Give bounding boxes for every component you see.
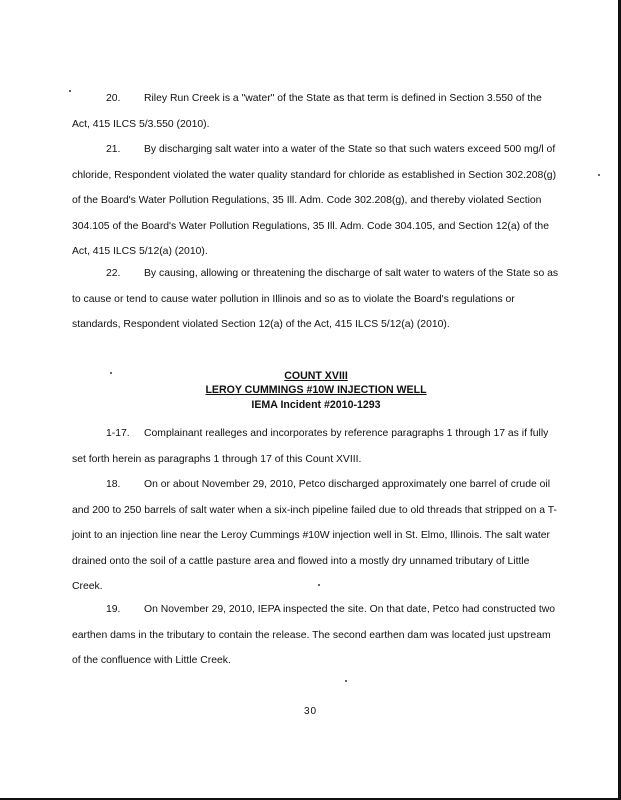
paragraph-number: 20. [106,93,121,104]
paragraph-number: 21. [106,144,121,155]
paragraph-text: Complainant realleges and incorporates by reference paragraphs 1 through 17 as if fully set forth herein as paragraphs 1 through 17 of this Count XVIII. [72,428,549,465]
paragraph-text: By causing, allowing or threatening the discharge of salt water to waters of the State so as to cause or tend to cause water pollution in Illinois and so as to violate the Board's regulations or standards, Respondent violated Section 12(a) of the Act, 415 ILCS 5/12(a) (2010). [72,268,559,330]
paragraph-text: On or about November 29, 2010, Petco discharged approximately one barrel of crude oil and 200 to 250 barrels of salt water when a six-inch pipeline failed due to old threads that stripped on a T-joint to an injection line near the Leroy Cummings #10W injection well in St. Elmo, Illinois. The salt water drained onto the soil of a cattle pasture area and flowed into a mostly dry unnamed tributary of Little Creek. [72,479,558,592]
paragraph-19 [72,597,562,674]
paragraph-text: Riley Run Creek is a "water" of the State as that term is defined in Section 3.550 of the Act, 415 ILCS 5/3.550 (2010). [72,93,542,130]
paragraph-text: On November 29, 2010, IEPA inspected the site. On that date, Petco had constructed two earthen dams in the tributary to contain the release. The second earthen dam was located just upstream of the confluence with Little Creek. [72,604,556,666]
paragraph-1-17 [72,421,562,472]
count-heading-incident: IEMA Incident #2010-1293 [251,399,381,411]
scan-speck [110,372,112,374]
scan-speck [69,90,71,92]
paragraph-22 [72,261,562,338]
paragraph-21 [72,137,562,265]
paragraph-text: By discharging salt water into a water of the State so that such waters exceed 500 mg/l of chloride, Respondent violated the water quality standard for chloride as established in Section 302.208(g) of the Board's Water Pollution Regulations, 35 Ill. Adm. Code 302.208(g), and thereby violated Section 304.105 of the Board's Water Pollution Regulations, 35 Ill. Adm. Code 304.105, and Section 12(a) of the Act, 415 ILCS 5/12(a) (2010). [72,144,557,257]
count-heading-title: COUNT XVIII [284,370,348,382]
paragraph-20 [72,86,562,137]
scan-speck [598,174,600,176]
paragraph-18 [72,472,562,600]
paragraph-number: 19. [106,604,121,615]
paragraph-number: 22. [106,268,121,279]
page-number: 30 [303,706,318,717]
scan-speck [318,584,320,586]
scan-speck [345,680,347,682]
count-heading-well: LEROY CUMMINGS #10W INJECTION WELL [205,384,427,396]
paragraph-number: 18. [106,479,121,490]
paragraph-number: 1-17. [106,428,130,439]
